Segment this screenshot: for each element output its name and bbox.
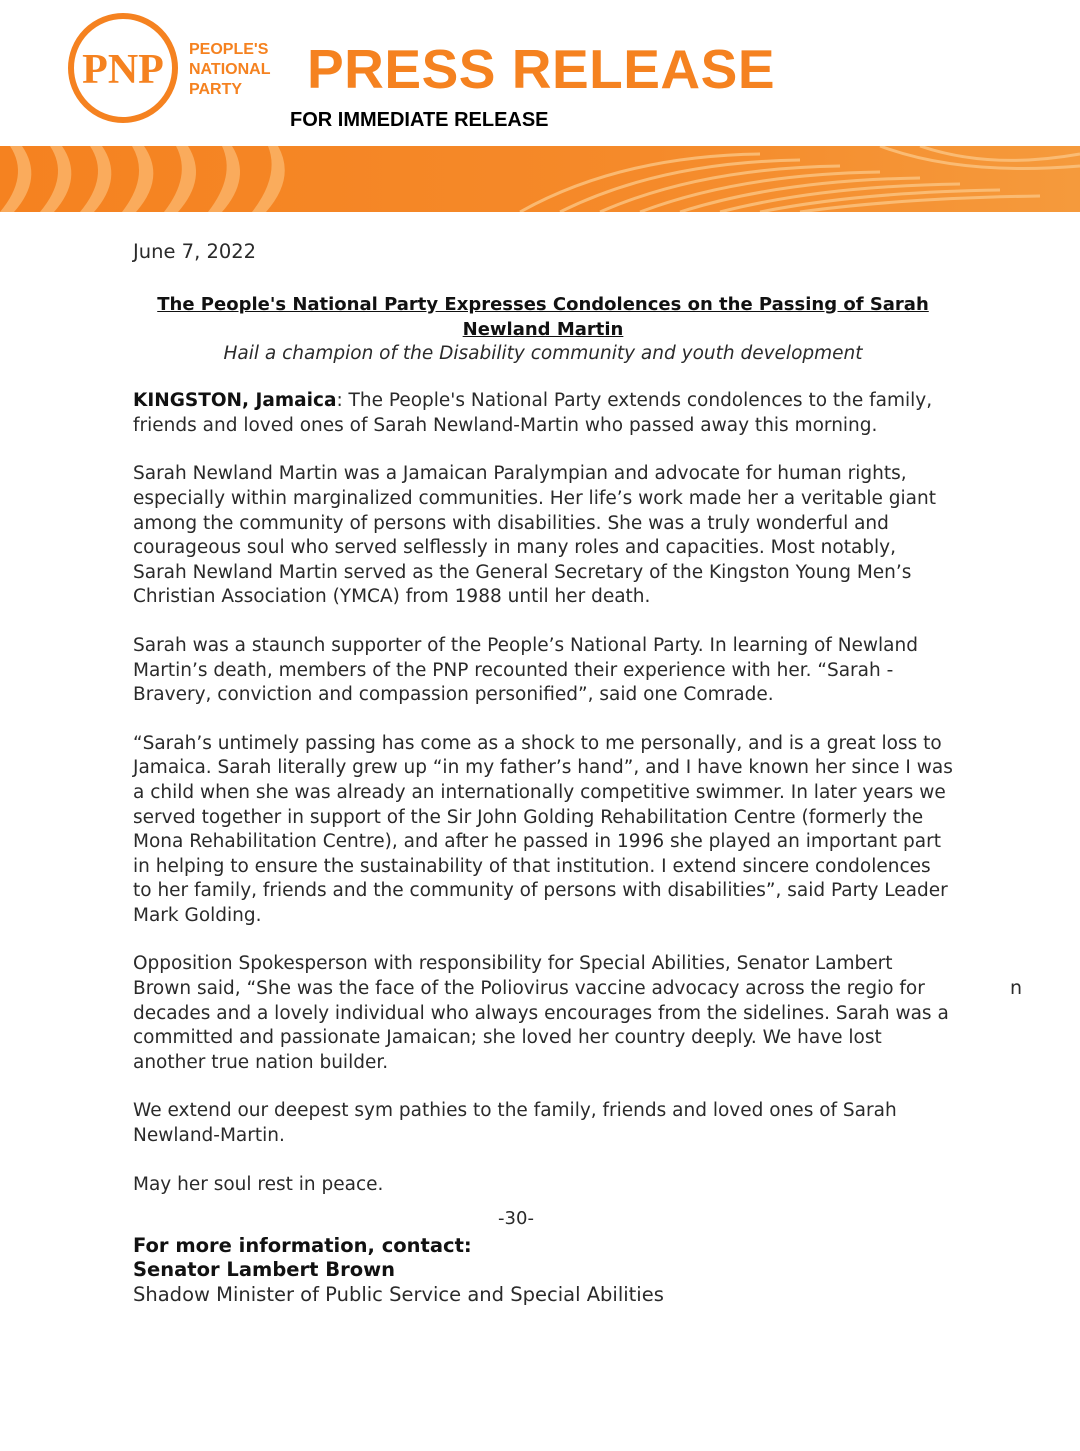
paragraph-text: Opposition Spokesperson with responsibility for Special Abilities, Senator Lambert Brown said, “She was the face of the Poliovirus vaccine advocacy across the regio for decades and a lovely individual who always encourages from the sidelines. Sarah was a committed and passionate Jamaican; she loved her country deeply. We have lost another true nation builder. bbox=[133, 953, 949, 1073]
contact-heading: For more information, contact: bbox=[133, 1233, 472, 1257]
release-headline: The People's National Party Expresses Condolences on the Passing of Sarah Newland Martin bbox=[157, 293, 929, 340]
paragraph-text: : The People's National Party extends condolences to the family, friends and loved ones of Sarah Newland-Martin who passed away this morning. bbox=[133, 390, 933, 436]
document-title: PRESS RELEASE bbox=[307, 38, 776, 100]
party-name-line: PARTY bbox=[189, 81, 243, 98]
release-body bbox=[133, 240, 953, 1307]
body-paragraph bbox=[133, 952, 953, 1075]
body-paragraph bbox=[133, 634, 953, 708]
paragraph-text: Sarah was a staunch supporter of the People’s National Party. In learning of Newland Martin’s death, members of the PNP recounted their experience with her. “Sarah - Bravery, conviction and compassion personified”, said one Comrade. bbox=[133, 634, 918, 706]
logo-text: PNP bbox=[82, 47, 164, 93]
pnp-logo bbox=[67, 12, 179, 124]
document-subtitle: FOR IMMEDIATE RELEASE bbox=[290, 109, 549, 131]
header-banner bbox=[0, 146, 1080, 212]
body-paragraph bbox=[133, 389, 953, 438]
body-paragraph bbox=[133, 1099, 953, 1148]
body-paragraph bbox=[133, 732, 953, 929]
party-name-line: NATIONAL bbox=[189, 61, 271, 78]
paragraph-text: We extend our deepest sym pathies to the family, friends and loved ones of Sarah Newland-Martin. bbox=[133, 1100, 897, 1147]
paragraph-text: “Sarah’s untimely passing has come as a shock to me personally, and is a great loss to Jamaica. Sarah literally grew up “in my father’s hand”, and I have known her since I was a child when she was already an internationally competitive swimmer. In later years we served together in support of the Sir John Golding Rehabilitation Centre (formerly the Mona Rehabilitation Centre), and after he passed in 1996 she played an important part in helping to ensure the sustainability of that institution. I extend sincere condolences to her family, friends and the community of persons with disabilities”, said Party Leader Mark Golding. bbox=[133, 732, 953, 926]
stray-letter: n bbox=[1010, 977, 1023, 999]
party-name bbox=[189, 40, 270, 100]
body-paragraph bbox=[133, 462, 953, 610]
release-date: June 7, 2022 bbox=[133, 240, 257, 263]
party-name-line: PEOPLE'S bbox=[189, 41, 269, 58]
end-mark: -30- bbox=[498, 1208, 534, 1230]
dateline: KINGSTON, Jamaica bbox=[133, 390, 337, 412]
release-tagline: Hail a champion of the Disability community and youth development bbox=[223, 342, 863, 364]
paragraph-text: Sarah Newland Martin was a Jamaican Paralympian and advocate for human rights, especially within marginalized communities. Her life’s work made her a veritable giant among the community of persons with disabilities. She was a truly wonderful and courageous soul who served selflessly in many roles and capacities. Most notably, Sarah Newland Martin served as the General Secretary of the Kingston Young Men’s Christian Association (YMCA) from 1988 until her death. bbox=[133, 463, 936, 608]
contact-title: Shadow Minister of Public Service and Special Abilities bbox=[133, 1282, 664, 1306]
contact-name: Senator Lambert Brown bbox=[133, 1258, 396, 1282]
closing-line: May her soul rest in peace. bbox=[133, 1173, 384, 1195]
